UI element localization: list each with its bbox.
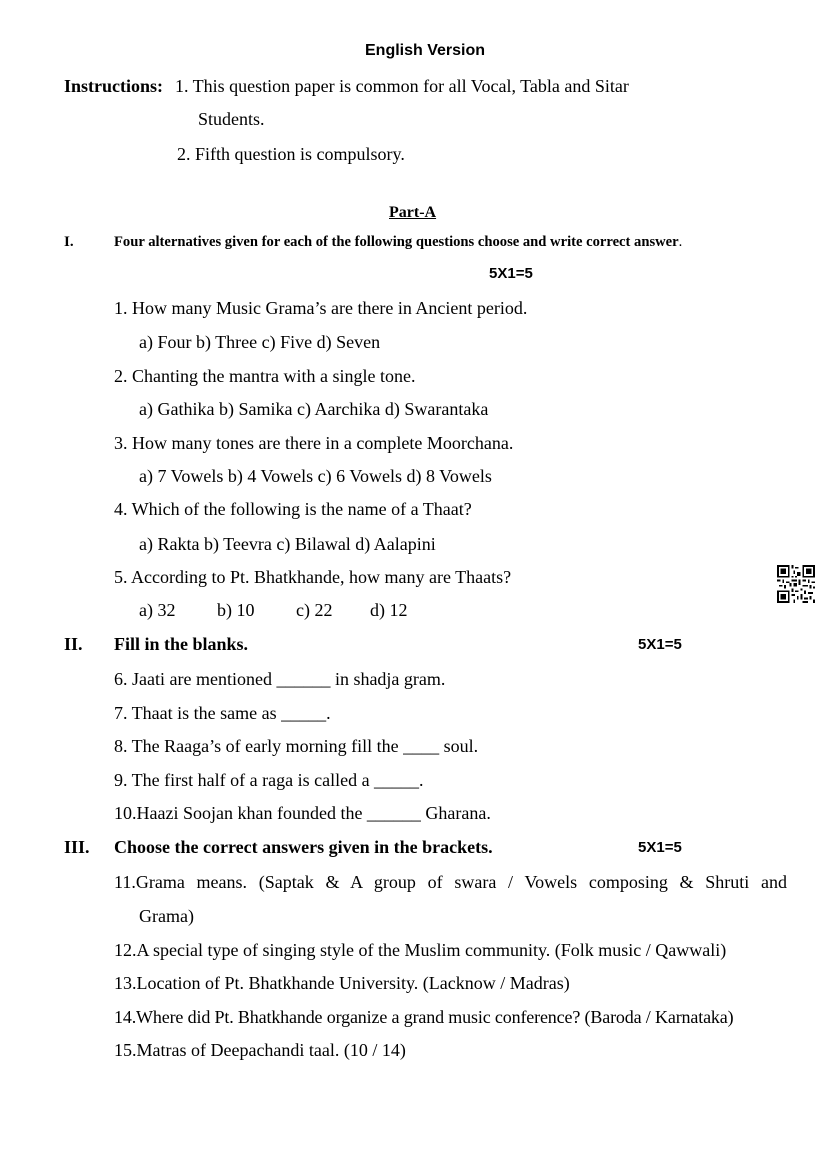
bracket-question-11-continued: Grama) [139, 906, 194, 926]
question-5-option-a: a) 32 [139, 600, 176, 620]
section-1-marks: 5X1=5 [489, 265, 533, 282]
bracket-question-13: 13.Location of Pt. Bhatkhande University. (Lacknow / Madras) [114, 973, 570, 993]
instruction-1-continued: Students. [198, 109, 265, 129]
blank-7: 7. Thaat is the same as _____. [114, 703, 331, 723]
blank-8: 8. The Raaga’s of early morning fill the ____ soul. [114, 736, 479, 756]
section-3-marks: 5X1=5 [638, 839, 682, 856]
section-3-heading: Choose the correct answers given in the brackets. [114, 837, 493, 857]
section-1-number: I. [64, 234, 74, 250]
question-2-options: a) Gathika b) Samika c) Aarchika d) Swarantaka [139, 399, 489, 419]
question-5-option-d: d) 12 [370, 600, 408, 620]
question-5-option-c: c) 22 [296, 600, 333, 620]
section-3-number: III. [64, 837, 90, 857]
question-3-options: a) 7 Vowels b) 4 Vowels c) 6 Vowels d) 8 Vowels [139, 466, 492, 486]
section-1-heading-period: . [678, 234, 683, 250]
section-2-number: II. [64, 634, 83, 654]
question-2: 2. Chanting the mantra with a single tone. [114, 366, 416, 386]
instructions-label: Instructions: [64, 76, 164, 96]
bracket-question-15: 15.Matras of Deepachandi taal. (10 / 14) [114, 1040, 406, 1060]
blank-6: 6. Jaati are mentioned ______ in shadja gram. [114, 669, 446, 689]
section-2-heading: Fill in the blanks. [114, 634, 249, 654]
question-5-option-b: b) 10 [217, 600, 255, 620]
qr-code-icon [777, 565, 815, 603]
blank-9: 9. The first half of a raga is called a _____. [114, 770, 424, 790]
question-5: 5. According to Pt. Bhatkhande, how many are Thaats? [114, 567, 512, 587]
page-title: English Version [365, 42, 486, 59]
question-3: 3. How many tones are there in a complete Moorchana. [114, 433, 514, 453]
section-2-marks: 5X1=5 [638, 636, 682, 653]
instruction-1: 1. This question paper is common for all Vocal, Tabla and Sitar [175, 76, 629, 96]
question-1: 1. How many Music Grama’s are there in Ancient period. [114, 298, 528, 318]
question-4-options: a) Rakta b) Teevra c) Bilawal d) Aalapini [139, 534, 436, 554]
question-4: 4. Which of the following is the name of a Thaat? [114, 499, 472, 519]
bracket-question-12: 12.A special type of singing style of the Muslim community. (Folk music / Qawwali) [114, 940, 727, 960]
blank-10: 10.Haazi Soojan khan founded the ______ Gharana. [114, 803, 491, 823]
bracket-question-11: 11.Grama means. (Saptak & A group of swara / Vowels composing & Shruti and [114, 872, 787, 892]
question-1-options: a) Four b) Three c) Five d) Seven [139, 332, 381, 352]
instruction-2: 2. Fifth question is compulsory. [177, 144, 405, 164]
bracket-question-14: 14.Where did Pt. Bhatkhande organize a grand music conference? (Baroda / Karnataka) [114, 1007, 734, 1027]
part-title: Part-A [389, 204, 437, 221]
section-1-heading [114, 234, 682, 251]
section-1-heading-text: Four alternatives given for each of the following questions choose and write correct answer [114, 234, 679, 250]
